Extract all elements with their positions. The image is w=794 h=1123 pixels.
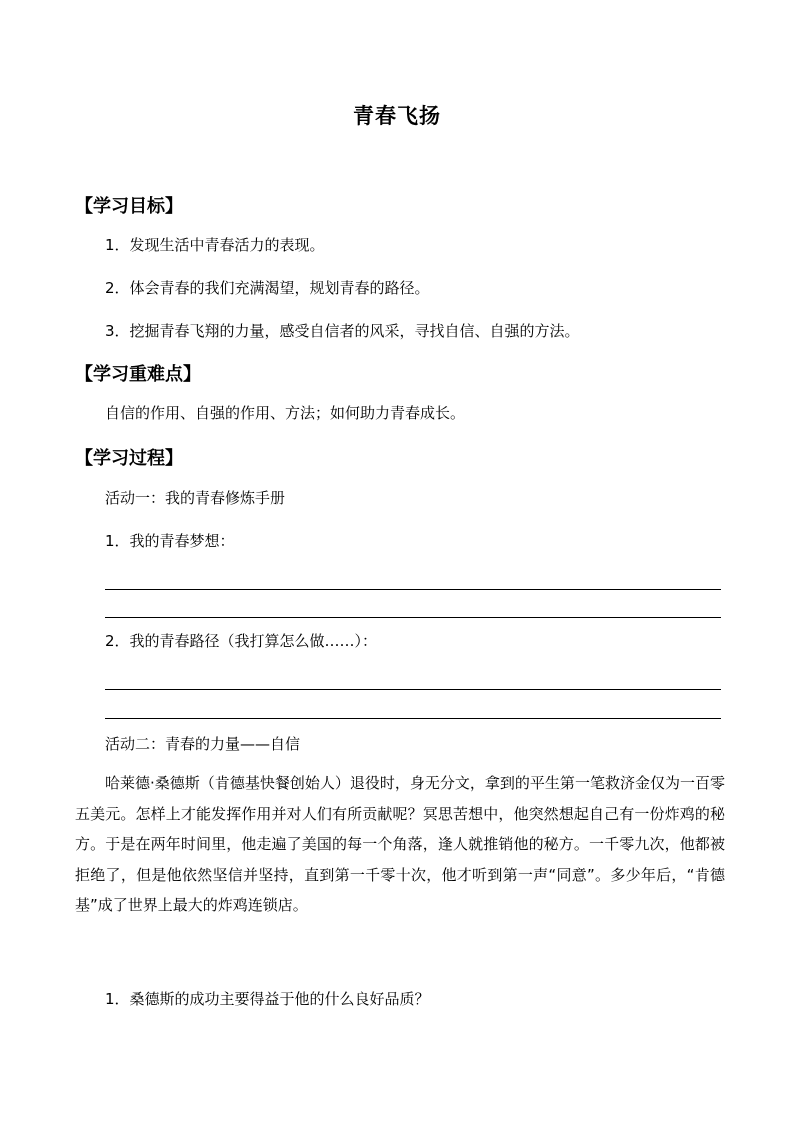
goal-item-2: 2．体会青春的我们充满渴望，规划青春的路径。: [105, 279, 430, 297]
key-points-text: 自信的作用、自强的作用、方法；如何助力青春成长。: [105, 404, 466, 422]
goal-item-1: 1．发现生活中青春活力的表现。: [105, 236, 325, 254]
activity-1-question-1: 1．我的青春梦想：: [105, 532, 235, 550]
answer-line-4: [105, 718, 721, 719]
goal-item-3: 3．挖掘青春飞翔的力量，感受自信者的风采，寻找自信、自强的方法。: [105, 322, 580, 340]
learning-goals-heading: 【学习目标】: [75, 196, 183, 217]
learning-process-heading: 【学习过程】: [75, 448, 183, 469]
activity-1-question-2: 2．我的青春路径（我打算怎么做……）：: [105, 632, 378, 650]
answer-line-3: [105, 689, 721, 690]
key-points-heading: 【学习重难点】: [75, 364, 201, 385]
activity-2-title: 活动二：青春的力量——自信: [105, 735, 301, 753]
page-title: 青春飞扬: [353, 104, 441, 128]
story-paragraph: 哈莱德·桑德斯（肯德基快餐创始人）退役时，身无分文，拿到的平生第一笔救济金仅为一百零五美元。怎样上才能发挥作用并对人们有所贡献呢？冥思苦想中，他突然想起自己有一份炸鸡的秘方。于是在两年时间里，他走遍了美国的每一个角落，逢人就推销他的秘方。一千零九次，他都被拒绝了，但是他依然坚信并坚持，直到第一千零十次，他才听到第一声“同意”。多少年后，“肯德基”成了世界上最大的炸鸡连锁店。: [75, 774, 725, 914]
answer-line-2: [105, 617, 721, 618]
activity-1-title: 活动一：我的青春修炼手册: [105, 489, 286, 507]
answer-line-1: [105, 589, 721, 590]
activity-2-question-1: 1．桑德斯的成功主要得益于他的什么良好品质？: [105, 990, 430, 1008]
